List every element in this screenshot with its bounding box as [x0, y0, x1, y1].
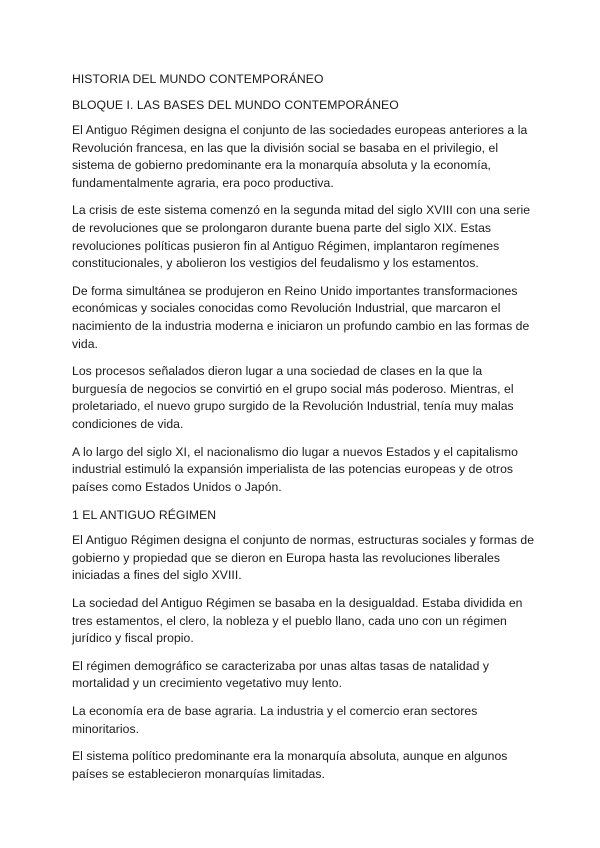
intro-paragraph: Los procesos señalados dieron lugar a una sociedad de clases en la que la burguesía de negocios se convirtió en el grupo social más poderoso. Mientras, el proletariado, el nuevo grupo surgido de la Revolución Industrial, tenía muy malas condiciones de vida. [72, 364, 514, 431]
intro-paragraph: A lo largo del siglo XI, el nacionalismo dio lugar a nuevos Estados y el capitalismo industrial estimuló la expansión imperialista de las potencias europeas y de otros países como Estados Unidos o Japón. [72, 444, 518, 494]
intro-paragraph: El Antiguo Régimen designa el conjunto de las sociedades europeas anteriores a la Revolución francesa, en las que la división social se basaba en el privilegio, el sistema de gobierno predominante era la monarquía absoluta y la economía, fundamentalmente agraria, era poco productiva. [72, 123, 528, 190]
section-paragraph: La economía era de base agraria. La industria y el comercio eran sectores minoritarios. [72, 704, 478, 736]
block-title: BLOQUE I. LAS BASES DEL MUNDO CONTEMPORÁNEO [72, 98, 399, 112]
section-paragraph: La sociedad del Antiguo Régimen se basaba en la desigualdad. Estaba dividida en tres estamentos, el clero, la nobleza y el pueblo llano, cada uno con un régimen jurídico y fiscal propio. [72, 596, 523, 646]
intro-paragraph: La crisis de este sistema comenzó en la segunda mitad del siglo XVIII con una serie de revoluciones que se prolongaron durante buena parte del siglo XIX. Estas revoluciones políticas pusieron fin al Antiguo Régimen, implantaron regímenes constitucionales, y abolieron los vestigios del feudalismo y los estamentos. [72, 203, 531, 271]
section-paragraph: El Antiguo Régimen designa el conjunto de normas, estructuras sociales y formas de gobierno y propiedad que se dieron en Europa hasta las revoluciones liberales iniciadas a fines del siglo XVIII. [72, 533, 535, 583]
section-paragraph: El régimen demográfico se caracterizaba por unas altas tasas de natalidad y mortalidad y un crecimiento vegetativo muy lento. [72, 658, 489, 691]
section-paragraph: El sistema político predominante era la monarquía absoluta, aunque en algunos países se establecieron monarquías limitadas. [72, 749, 508, 781]
intro-paragraph: De forma simultánea se produjeron en Reino Unido importantes transformaciones económicas y sociales conocidas como Revolución Industrial, que marcaron el nacimiento de la industria moderna e iniciaron un profundo cambio en las formas de vida. [72, 283, 530, 351]
section-title: 1 EL ANTIGUO RÉGIMEN [72, 508, 217, 523]
document-title: HISTORIA DEL MUNDO CONTEMPORÁNEO [72, 72, 324, 86]
